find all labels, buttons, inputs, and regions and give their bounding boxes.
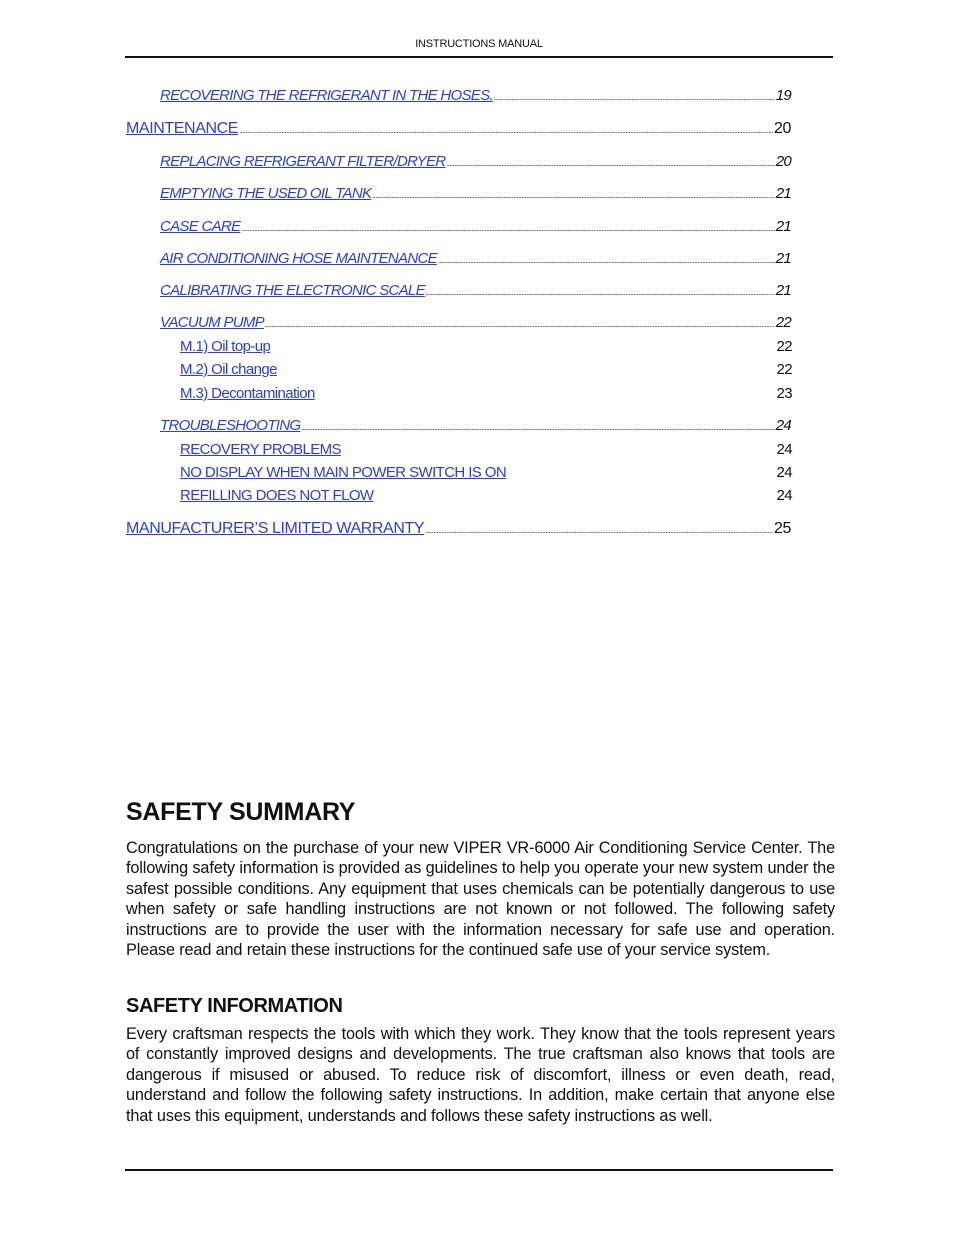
toc-page-number: 20 [775, 153, 791, 170]
toc-entry[interactable] [160, 314, 791, 331]
toc-page-number: 20 [774, 120, 791, 137]
toc-subentry[interactable] [180, 441, 792, 458]
toc-entry[interactable] [160, 87, 791, 104]
toc-link[interactable]: MAINTENANCE [126, 120, 239, 137]
toc-link[interactable]: REPLACING REFRIGERANT FILTER/DRYER [160, 153, 446, 170]
toc-link[interactable]: MANUFACTURER’S LIMITED WARRANTY [126, 520, 425, 537]
toc-subentry[interactable] [180, 487, 792, 504]
toc-page-number: 24 [776, 487, 792, 504]
toc-link[interactable]: REFILLING DOES NOT FLOW [180, 487, 374, 504]
toc-entry[interactable] [126, 120, 791, 138]
toc-page-number: 24 [776, 464, 792, 481]
toc-subentry[interactable] [180, 464, 792, 481]
toc-link[interactable]: EMPTYING THE USED OIL TANK [160, 185, 372, 202]
safety-summary-paragraph: Congratulations on the purchase of your new VIPER VR-6000 Air Conditioning Service Center. The following safety information is provided as guidelines to help you operate your new system under the safest possible conditions. Any equipment that uses chemicals can be potentially dangerous to use when safety or safe handling instructions are not known or not followed. The following safety instructions are to provide the user with the information necessary for safe use and operation. Please read and retain these instructions for the continued safe use of your service system. [126, 839, 835, 960]
toc-link[interactable]: RECOVERING THE REFRIGERANT IN THE HOSES. [160, 87, 493, 104]
toc-page-number: 21 [775, 250, 791, 267]
toc-leader [239, 120, 773, 138]
toc-link[interactable]: CASE CARE [160, 218, 241, 235]
toc-leader [372, 185, 774, 202]
toc-link[interactable]: RECOVERY PROBLEMS [180, 441, 341, 458]
toc-page-number: 25 [774, 520, 791, 537]
toc-leader [301, 417, 774, 434]
toc-entry[interactable] [160, 218, 791, 235]
toc-leader [446, 153, 774, 170]
safety-information-paragraph: Every craftsman respects the tools with which they work. They know that the tools represent years of constantly improved designs and developments. The true craftsman also knows that tools are dangerous if misused or abused. To reduce risk of discomfort, illness or even death, read, understand and follow the following safety instructions. In addition, make certain that anyone else that uses this equipment, understands and follows these safety instructions as well. [126, 1025, 835, 1125]
toc-page-number: 19 [775, 87, 791, 104]
toc-entry[interactable] [160, 250, 791, 267]
toc-leader [426, 282, 775, 299]
footer-rule [125, 1169, 833, 1171]
toc-link[interactable]: M.1) Oil top-up [180, 338, 271, 355]
toc-link[interactable]: VACUUM PUMP [160, 314, 264, 331]
toc-entry[interactable] [160, 282, 791, 299]
toc-page-number: 21 [775, 185, 791, 202]
toc-leader [241, 218, 774, 235]
toc-entry[interactable] [160, 417, 791, 434]
header-rule [125, 56, 833, 58]
toc-subentry[interactable] [180, 385, 792, 402]
toc-entry[interactable] [160, 153, 791, 170]
toc-entry[interactable] [160, 185, 791, 202]
toc-entry[interactable] [126, 520, 791, 538]
toc-page-number: 22 [776, 361, 792, 378]
toc-link[interactable]: NO DISPLAY WHEN MAIN POWER SWITCH IS ON [180, 464, 507, 481]
toc-link[interactable]: AIR CONDITIONING HOSE MAINTENANCE [160, 250, 437, 267]
toc-page-number: 24 [775, 417, 791, 434]
toc-page-number: 22 [775, 314, 791, 331]
toc-page-number: 21 [775, 218, 791, 235]
toc-leader [494, 87, 775, 104]
toc-page-number: 24 [776, 441, 792, 458]
toc-page-number: 22 [776, 338, 792, 355]
toc-leader [265, 314, 775, 331]
toc-leader [425, 520, 773, 538]
safety-information-heading: SAFETY INFORMATION [126, 995, 343, 1017]
toc-link[interactable]: M.3) Decontamination [180, 385, 315, 402]
toc-link[interactable]: CALIBRATING THE ELECTRONIC SCALE [160, 282, 425, 299]
toc-page-number: 21 [775, 282, 791, 299]
page-header: INSTRUCTIONS MANUAL [415, 38, 543, 50]
toc-link[interactable]: M.2) Oil change [180, 361, 277, 378]
toc-leader [438, 250, 775, 267]
toc-subentry[interactable] [180, 338, 792, 355]
toc-link[interactable]: TROUBLESHOOTING [160, 417, 301, 434]
safety-summary-heading: SAFETY SUMMARY [126, 798, 356, 826]
toc-subentry[interactable] [180, 361, 792, 378]
toc-page-number: 23 [776, 385, 792, 402]
